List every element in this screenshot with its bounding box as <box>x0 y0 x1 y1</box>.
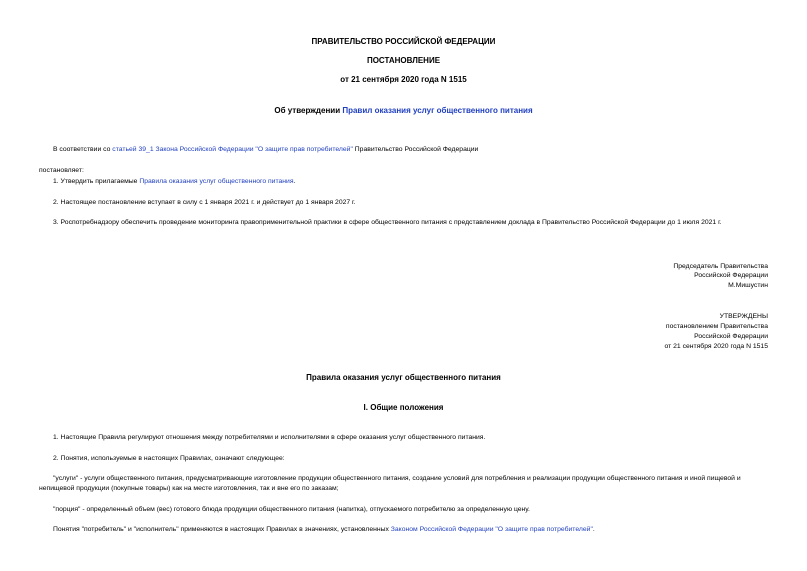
item-2: 2. Настоящее постановление вступает в силу с 1 января 2021 г. и действует до 1 января 2027 г. <box>53 199 356 206</box>
rule-portion-definition: "порция" - определенный объем (вес) готового блюда продукции общественного питания (напитка), отпускаемого потребителю за определенную цену. <box>53 506 530 513</box>
preamble-prefix: В соответствии со <box>53 146 113 153</box>
law-article-link[interactable]: статьей 39_1 Закона Российской Федерации "О защите прав потребителей" <box>112 146 353 153</box>
preamble <box>53 145 478 154</box>
approval-date-number: от 21 сентября 2020 года N 1515 <box>664 343 768 350</box>
rule-2: 2. Понятия, используемые в настоящих Правилах, означают следующее: <box>53 455 285 462</box>
approval-approved: УТВЕРЖДЕНЫ <box>719 313 768 320</box>
signature-federation: Российской Федерации <box>694 272 768 279</box>
approval-federation: Российской Федерации <box>694 333 768 340</box>
signature-name: М.Мишустин <box>728 282 768 289</box>
document-date-number: от 21 сентября 2020 года N 1515 <box>340 75 467 84</box>
item-1 <box>53 177 295 186</box>
rule-services-definition-line2: непищевой продукции (покупные товары) как на месте изготовления, так и вне его по заказам; <box>39 485 339 492</box>
preamble-suffix: Правительство Российской Федерации <box>352 146 479 153</box>
government-heading: ПРАВИТЕЛЬСТВО РОССИЙСКОЙ ФЕДЕРАЦИИ <box>311 37 496 46</box>
item-3: 3. Роспотребнадзору обеспечить проведение мониторинга правоприменительной практики в сфере общественного питания с представлением доклада в Правительство Российской Федерации до 1 июля 2021 г. <box>53 219 722 226</box>
rules-title: Правила оказания услуг общественного питания <box>306 373 501 382</box>
approval-decree: постановлением Правительства <box>665 323 768 330</box>
decrees-word: постановляет: <box>39 167 84 174</box>
rule-terms <box>53 525 595 534</box>
section-general-provisions: I. Общие положения <box>363 403 444 412</box>
rule-services-definition-line1: "услуги" - услуги общественного питания, предусматривающие изготовление продукции общественного питания, создание условий для потребления и реализации продукции общественного питания и иной пищевой и <box>53 475 741 482</box>
document-title <box>0 106 807 115</box>
consumer-law-link[interactable]: Законом Российской Федерации "О защите прав потребителей" <box>390 526 593 533</box>
item-1-suffix: . <box>293 178 296 185</box>
document-type: ПОСТАНОВЛЕНИЕ <box>366 56 441 65</box>
rules-link[interactable]: Правила оказания услуг общественного питания <box>139 178 294 185</box>
item-1-prefix: 1. Утвердить прилагаемые <box>53 178 140 185</box>
rules-title-link[interactable]: Правил оказания услуг общественного питания <box>342 106 533 115</box>
document-title-prefix: Об утверждении <box>274 106 343 115</box>
rule-terms-prefix: Понятия "потребитель" и "исполнитель" применяются в настоящих Правилах в значениях, установленных <box>53 526 391 533</box>
signature-position: Председатель Правительства <box>673 263 768 270</box>
rule-terms-suffix: . <box>592 526 595 533</box>
rule-1: 1. Настоящие Правила регулируют отношения между потребителями и исполнителями в сфере оказания услуг общественного питания. <box>53 434 486 441</box>
